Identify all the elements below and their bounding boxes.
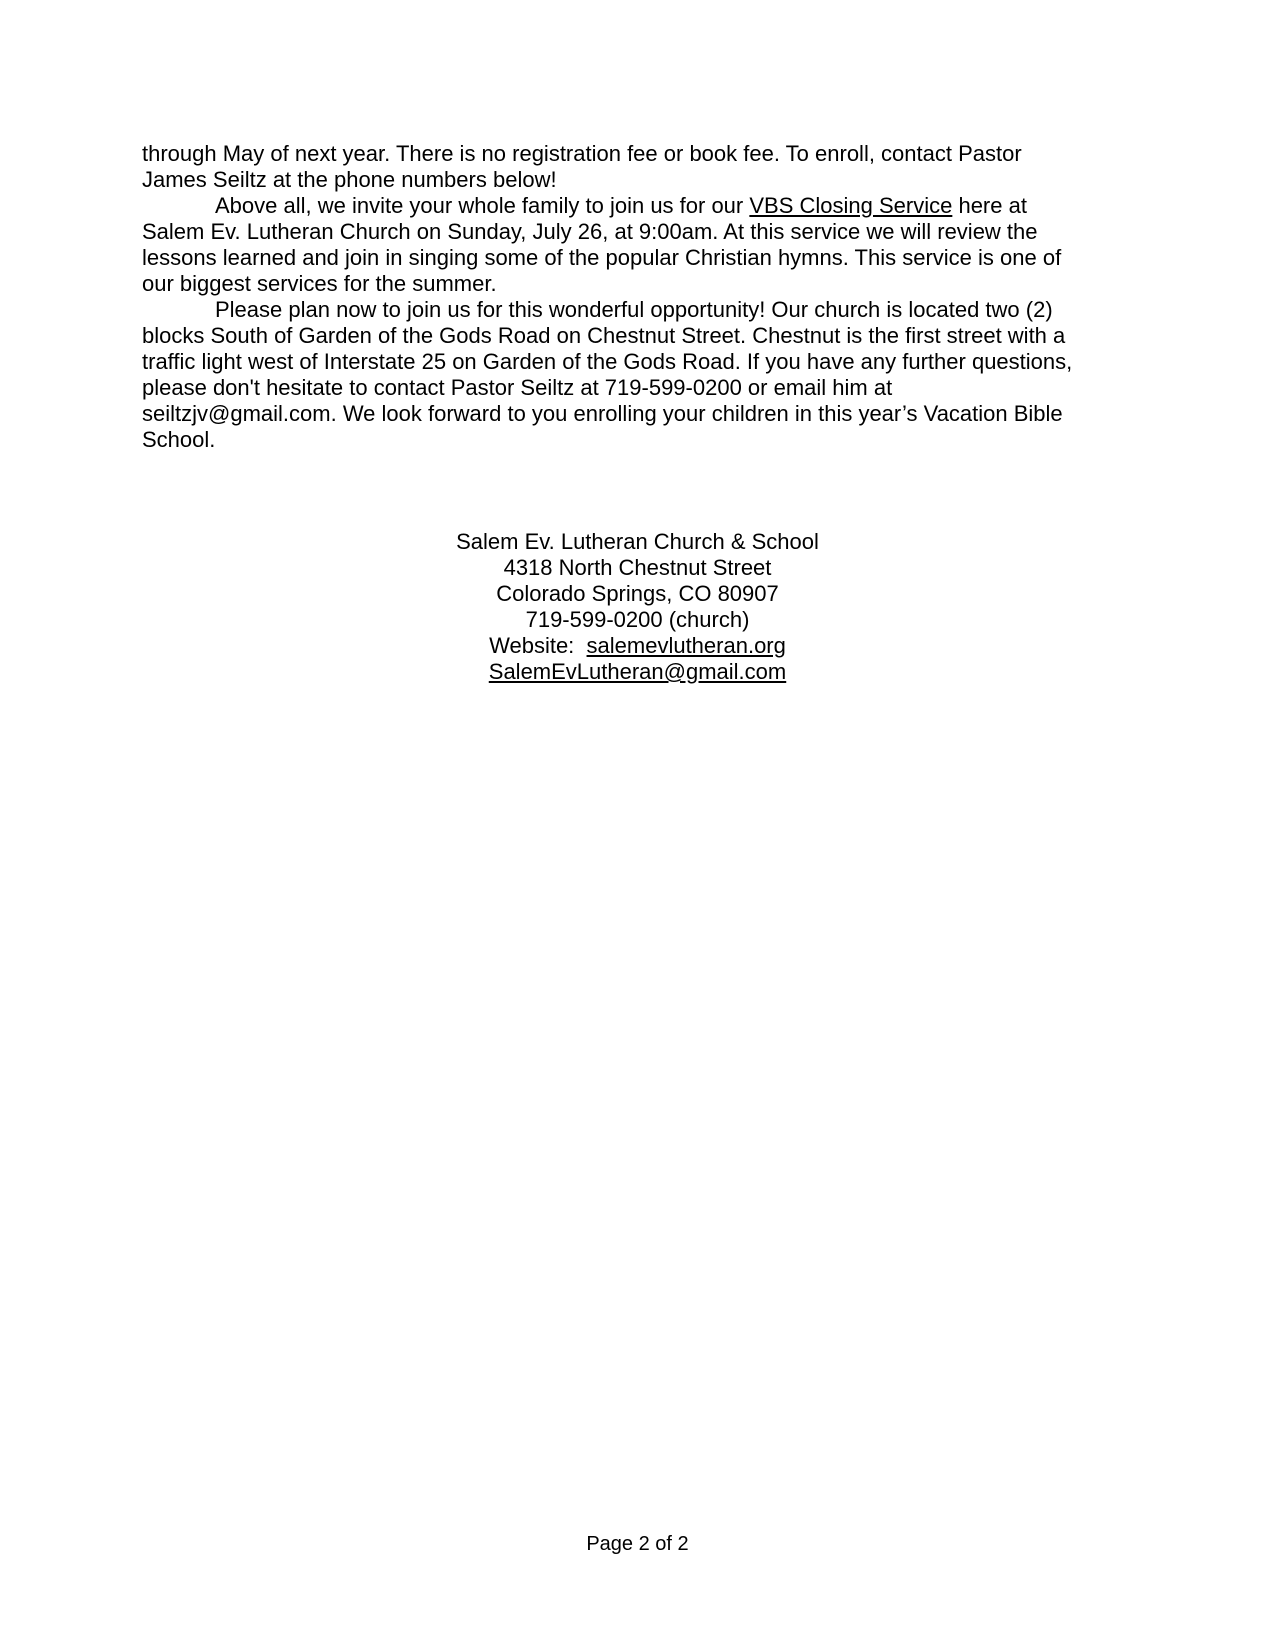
text-line: [142, 271, 1138, 297]
text-segment: here at: [952, 193, 1027, 218]
text-line: [0, 607, 1275, 633]
text-line: [0, 529, 1275, 555]
text-line: [142, 167, 1138, 193]
text-segment: Please plan now to join us for this wonderful opportunity! Our church is located two (2): [215, 297, 1053, 322]
text-line: [142, 375, 1138, 401]
text-segment: School.: [142, 427, 216, 452]
website-link[interactable]: salemevlutheran.org: [586, 633, 786, 658]
text-segment: Colorado Springs, CO 80907: [496, 581, 779, 606]
text-line: [142, 427, 1138, 453]
text-line: [142, 245, 1138, 271]
text-line: [142, 401, 1138, 427]
contact-block: [0, 529, 1275, 685]
text-line: [142, 193, 1138, 219]
text-line: [142, 297, 1138, 323]
letter-body: [142, 141, 1138, 453]
text-segment: 4318 North Chestnut Street: [503, 555, 772, 580]
text-line: [0, 633, 1275, 659]
text-line: [142, 219, 1138, 245]
text-segment: please don't hesitate to contact Pastor Seiltz at 719-599-0200 or email him at: [142, 375, 893, 400]
text-line: [142, 323, 1138, 349]
text-segment: Website:: [489, 633, 587, 658]
text-line: [0, 581, 1275, 607]
text-segment: traffic light west of Interstate 25 on Garden of the Gods Road. If you have any further questions,: [142, 349, 1073, 374]
text-segment: lessons learned and join in singing some of the popular Christian hymns. This service is one of: [142, 245, 1062, 270]
page-number-footer: Page 2 of 2: [586, 1533, 689, 1555]
text-segment: seiltzjv@gmail.com. We look forward to you enrolling your children in this year’s Vacation Bible: [142, 401, 1063, 426]
text-segment: our biggest services for the summer.: [142, 271, 497, 296]
vbs-closing-service-link[interactable]: VBS Closing Service: [749, 193, 953, 218]
text-line: [142, 141, 1138, 167]
text-segment: Salem Ev. Lutheran Church & School: [456, 529, 819, 554]
text-segment: Above all, we invite your whole family to join us for our: [215, 193, 750, 218]
text-segment: through May of next year. There is no registration fee or book fee. To enroll, contact Pastor: [142, 141, 1022, 166]
text-line: [0, 659, 1275, 685]
text-line: [142, 349, 1138, 375]
text-segment: blocks South of Garden of the Gods Road on Chestnut Street. Chestnut is the first street with a: [142, 323, 1066, 348]
text-segment: James Seiltz at the phone numbers below!: [142, 167, 557, 192]
email-link[interactable]: SalemEvLutheran@gmail.com: [488, 659, 787, 684]
text-segment: 719-599-0200 (church): [525, 607, 750, 632]
text-line: [0, 555, 1275, 581]
text-segment: Salem Ev. Lutheran Church on Sunday, July 26, at 9:00am. At this service we will review the: [142, 219, 1038, 244]
